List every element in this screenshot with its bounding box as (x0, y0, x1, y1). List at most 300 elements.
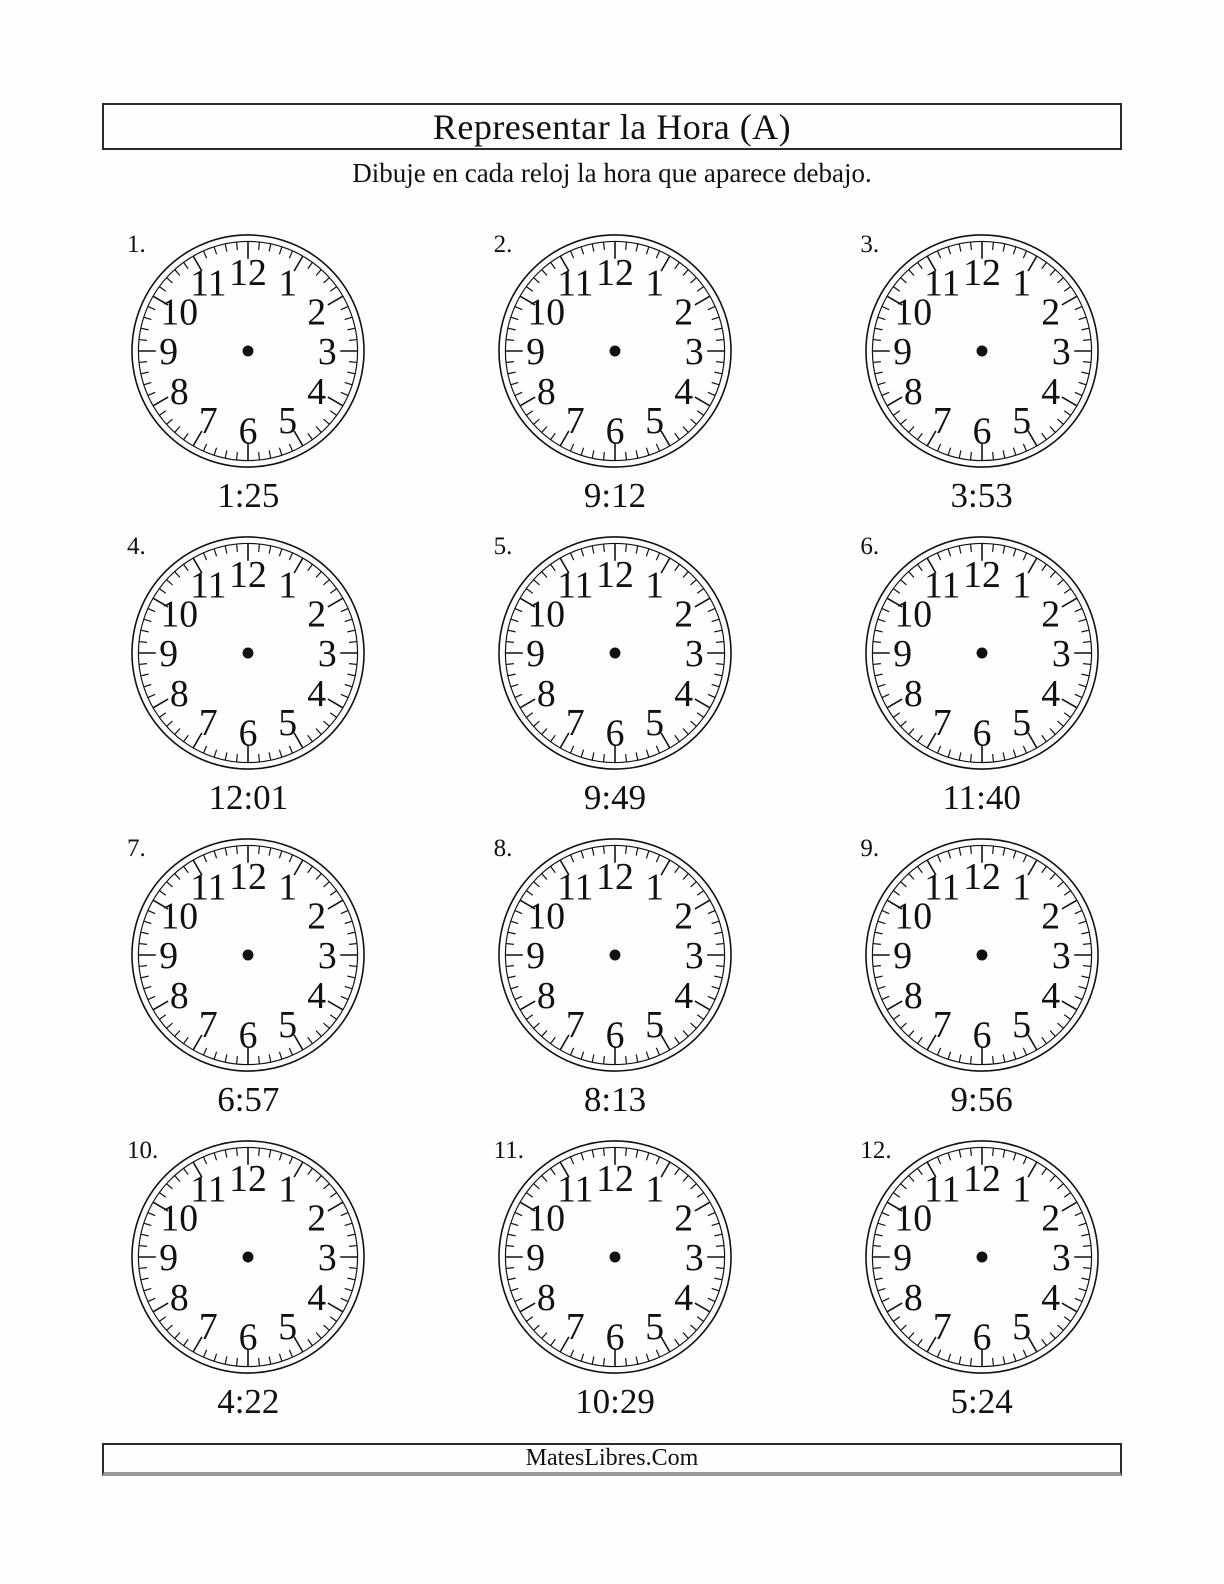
target-time-label: 9:49 (583, 778, 647, 817)
minute-tick (646, 750, 648, 758)
minute-tick (167, 882, 173, 887)
worksheet-title: Representar la Hora (A) (432, 106, 792, 147)
minute-tick (1050, 874, 1055, 880)
minute-tick (716, 362, 724, 363)
target-time-label: 8:13 (583, 1080, 647, 1119)
minute-tick (324, 882, 330, 887)
minute-tick (712, 1223, 720, 1225)
minute-tick (508, 1278, 516, 1280)
minute-tick (646, 1052, 648, 1060)
minute-tick (308, 1168, 313, 1174)
clock-numeral: 5 (645, 1003, 665, 1046)
clock-exercise (798, 222, 1165, 524)
minute-tick (1064, 1193, 1070, 1198)
minute-tick (139, 1246, 147, 1247)
instructions-text: Dibuje en cada reloj la hora que aparece debajo. (352, 158, 872, 188)
clock-numeral: 10 (160, 1197, 199, 1240)
minute-tick (697, 287, 703, 292)
minute-tick (917, 866, 922, 872)
minute-tick (1013, 549, 1015, 557)
minute-tick (141, 372, 149, 374)
footer-box (102, 1443, 1122, 1476)
minute-tick (508, 1234, 516, 1236)
clock-center-dot (243, 648, 254, 659)
minute-tick (716, 944, 724, 945)
minute-tick (1003, 450, 1005, 458)
five-minute-tick (328, 900, 343, 909)
minute-tick (269, 752, 271, 760)
clock-numeral: 8 (536, 1276, 556, 1319)
clock-numeral: 5 (278, 701, 298, 744)
clock-numeral: 11 (557, 564, 594, 607)
clock-numeral: 1 (1011, 1168, 1031, 1211)
clock-numeral: 8 (170, 1276, 190, 1319)
minute-tick (506, 966, 514, 967)
minute-tick (204, 855, 207, 862)
five-minute-tick (695, 397, 710, 406)
clock-numeral: 4 (307, 974, 327, 1017)
minute-tick (992, 754, 993, 762)
clock-numeral: 2 (1040, 291, 1060, 334)
minute-tick (316, 427, 321, 433)
exercise-number: 2. (493, 231, 513, 258)
minute-tick (908, 729, 913, 735)
clock-exercise (798, 826, 1165, 1128)
minute-tick (290, 1350, 293, 1357)
minute-tick (144, 1223, 152, 1225)
minute-tick (214, 851, 216, 859)
clock-numeral: 8 (536, 974, 556, 1017)
minute-tick (948, 448, 950, 456)
minute-tick (1013, 1153, 1015, 1161)
minute-tick (712, 1288, 720, 1290)
minute-tick (269, 450, 271, 458)
five-minute-tick (328, 296, 343, 305)
minute-tick (160, 713, 166, 718)
five-minute-tick (695, 296, 710, 305)
minute-tick (348, 328, 356, 330)
minute-tick (1081, 674, 1089, 676)
minute-tick (873, 340, 881, 341)
exercise-number: 8. (493, 835, 513, 862)
clock-numeral: 6 (972, 712, 992, 755)
minute-tick (592, 848, 594, 856)
clock-numeral: 9 (159, 633, 179, 676)
five-minute-tick (328, 397, 343, 406)
minute-tick (331, 411, 337, 416)
minute-tick (636, 546, 638, 554)
five-minute-tick (153, 1303, 168, 1312)
clock-numeral: 6 (605, 712, 625, 755)
minute-tick (948, 1052, 950, 1060)
clock-numeral: 5 (278, 1003, 298, 1046)
five-minute-tick (328, 598, 343, 607)
minute-tick (882, 996, 889, 999)
minute-tick (646, 1354, 648, 1362)
minute-tick (873, 944, 881, 945)
minute-tick (349, 1268, 357, 1269)
target-time-label: 1:25 (217, 476, 280, 515)
minute-tick (167, 278, 173, 283)
minute-tick (551, 1339, 556, 1345)
clock-numeral: 10 (894, 291, 932, 334)
minute-tick (308, 564, 313, 570)
minute-tick (708, 608, 715, 611)
minute-tick (148, 608, 155, 611)
clock-numeral: 3 (318, 1237, 338, 1280)
minute-tick (714, 1234, 722, 1236)
minute-tick (900, 580, 906, 585)
minute-tick (882, 392, 889, 395)
minute-tick (636, 1150, 638, 1158)
clock-numeral: 3 (684, 331, 704, 374)
minute-tick (992, 242, 993, 250)
clock-exercise (432, 222, 799, 524)
minute-tick (204, 553, 207, 560)
minute-tick (646, 247, 648, 255)
target-time-label: 10:29 (575, 1382, 655, 1421)
minute-tick (139, 340, 147, 341)
minute-tick (959, 244, 961, 252)
minute-tick (675, 564, 680, 570)
clock-numeral: 12 (962, 553, 1001, 596)
minute-tick (259, 1358, 260, 1366)
exercise-number: 9. (860, 835, 880, 862)
minute-tick (873, 362, 881, 363)
blank-clock-face (863, 1138, 1101, 1376)
minute-tick (290, 1157, 293, 1164)
minute-tick (290, 553, 293, 560)
minute-tick (141, 1278, 149, 1280)
minute-tick (959, 450, 961, 458)
clock-numeral: 1 (1011, 866, 1031, 909)
minute-tick (175, 874, 180, 880)
minute-tick (526, 411, 532, 416)
target-time-label: 4:22 (217, 1382, 280, 1421)
minute-tick (148, 392, 155, 395)
minute-tick (290, 444, 293, 451)
minute-tick (697, 1317, 703, 1322)
minute-tick (917, 262, 922, 268)
minute-tick (1083, 642, 1091, 643)
five-minute-tick (887, 1001, 902, 1010)
minute-tick (1064, 411, 1070, 416)
minute-tick (551, 735, 556, 741)
minute-tick (714, 630, 722, 632)
five-minute-tick (1062, 296, 1077, 305)
minute-tick (1013, 851, 1015, 859)
minute-tick (708, 1298, 715, 1301)
minute-tick (1083, 664, 1091, 665)
minute-tick (542, 1333, 547, 1339)
minute-tick (1023, 855, 1026, 862)
minute-tick (1083, 362, 1091, 363)
minute-tick (316, 572, 321, 578)
five-minute-tick (328, 699, 343, 708)
minute-tick (259, 754, 260, 762)
clock-numeral: 3 (1051, 331, 1071, 374)
clock-numeral: 9 (526, 331, 546, 374)
minute-tick (515, 392, 522, 395)
minute-tick (1050, 1031, 1055, 1037)
minute-tick (515, 1212, 522, 1215)
minute-tick (581, 1354, 583, 1362)
minute-tick (508, 976, 516, 978)
minute-tick (316, 1176, 321, 1182)
minute-tick (144, 619, 152, 621)
exercise-number: 4. (127, 533, 146, 560)
clock-numeral: 6 (972, 1316, 992, 1359)
clock-numeral: 8 (170, 370, 190, 413)
title-box (102, 103, 1122, 150)
minute-tick (144, 986, 152, 988)
clock-exercise (798, 524, 1165, 826)
minute-tick (259, 846, 260, 854)
clock-numeral: 12 (596, 1157, 634, 1200)
exercise-number: 12. (860, 1137, 892, 1164)
minute-tick (937, 1350, 940, 1357)
minute-tick (542, 572, 547, 578)
minute-tick (511, 317, 519, 319)
minute-tick (308, 262, 313, 268)
minute-tick (259, 452, 260, 460)
minute-tick (900, 882, 906, 887)
minute-tick (691, 721, 697, 726)
minute-tick (1003, 1150, 1005, 1158)
minute-tick (1083, 944, 1091, 945)
minute-tick (144, 921, 152, 923)
minute-tick (948, 247, 950, 255)
minute-tick (970, 544, 971, 552)
clock-numeral: 4 (307, 370, 327, 413)
minute-tick (716, 664, 724, 665)
minute-tick (345, 1288, 353, 1290)
clock-numeral: 7 (932, 1305, 952, 1348)
minute-tick (882, 1212, 889, 1215)
clock-center-dot (610, 346, 621, 357)
minute-tick (697, 713, 703, 718)
minute-tick (184, 1339, 189, 1345)
minute-tick (1075, 392, 1082, 395)
clock-numeral: 2 (1040, 895, 1060, 938)
minute-tick (551, 866, 556, 872)
minute-tick (508, 932, 516, 934)
minute-tick (141, 328, 149, 330)
minute-tick (141, 976, 149, 978)
clock-numeral: 12 (229, 251, 268, 294)
minute-tick (324, 1184, 330, 1189)
minute-tick (959, 1356, 961, 1364)
minute-tick (280, 549, 282, 557)
minute-tick (646, 448, 648, 456)
minute-tick (1041, 735, 1046, 741)
minute-tick (882, 694, 889, 697)
five-minute-tick (695, 598, 710, 607)
five-minute-tick (887, 1303, 902, 1312)
minute-tick (874, 976, 882, 978)
minute-tick (349, 362, 357, 363)
minute-tick (511, 684, 519, 686)
minute-tick (226, 244, 228, 252)
minute-tick (1057, 1184, 1063, 1189)
minute-tick (1075, 306, 1082, 309)
minute-tick (683, 874, 688, 880)
clock-numeral: 5 (1011, 399, 1031, 442)
minute-tick (1057, 721, 1063, 726)
clock-numeral: 3 (684, 633, 704, 676)
minute-tick (581, 1052, 583, 1060)
minute-tick (341, 392, 348, 395)
clock-numeral: 11 (923, 866, 961, 909)
minute-tick (515, 996, 522, 999)
minute-tick (917, 1037, 922, 1043)
minute-tick (712, 921, 720, 923)
minute-tick (1064, 1015, 1070, 1020)
minute-tick (691, 580, 697, 585)
minute-tick (184, 564, 189, 570)
clock-numeral: 10 (160, 895, 199, 938)
minute-tick (184, 1168, 189, 1174)
clock-grid (65, 222, 1165, 1430)
minute-tick (948, 1354, 950, 1362)
exercise-number: 7. (127, 835, 146, 862)
minute-tick (349, 944, 357, 945)
minute-tick (1078, 986, 1086, 988)
clock-exercise (798, 1128, 1165, 1430)
clock-numeral: 9 (159, 331, 179, 374)
minute-tick (1023, 746, 1026, 753)
minute-tick (175, 1176, 180, 1182)
minute-tick (1050, 427, 1055, 433)
minute-tick (214, 448, 216, 456)
minute-tick (184, 433, 189, 439)
minute-tick (341, 996, 348, 999)
minute-tick (331, 1015, 337, 1020)
clock-numeral: 9 (892, 331, 912, 374)
blank-clock-face (863, 534, 1101, 772)
clock-numeral: 4 (1040, 1276, 1060, 1319)
minute-tick (675, 1339, 680, 1345)
minute-tick (237, 544, 238, 552)
clock-numeral: 11 (190, 866, 227, 909)
minute-tick (1050, 270, 1055, 276)
minute-tick (1023, 251, 1026, 258)
minute-tick (226, 848, 228, 856)
five-minute-tick (695, 1001, 710, 1010)
minute-tick (683, 1031, 688, 1037)
minute-tick (259, 242, 260, 250)
minute-tick (506, 1246, 514, 1247)
minute-tick (280, 1354, 282, 1362)
clock-numeral: 11 (923, 262, 961, 305)
minute-tick (515, 306, 522, 309)
minute-tick (992, 1056, 993, 1064)
minute-tick (1003, 848, 1005, 856)
blank-clock-face (129, 836, 367, 1074)
minute-tick (280, 247, 282, 255)
clock-numeral: 8 (536, 672, 556, 715)
clock-center-dot (976, 648, 987, 659)
minute-tick (184, 735, 189, 741)
clock-numeral: 2 (1040, 593, 1060, 636)
clock-numeral: 10 (527, 1197, 566, 1240)
clock-numeral: 4 (674, 672, 694, 715)
minute-tick (1081, 630, 1089, 632)
clock-numeral: 11 (190, 564, 227, 607)
minute-tick (1081, 1234, 1089, 1236)
minute-tick (316, 1333, 321, 1339)
minute-tick (900, 419, 906, 424)
clock-numeral: 8 (903, 672, 923, 715)
minute-tick (882, 306, 889, 309)
minute-tick (511, 382, 519, 384)
minute-tick (534, 278, 540, 283)
minute-tick (959, 848, 961, 856)
clock-numeral: 2 (307, 291, 327, 334)
minute-tick (542, 270, 547, 276)
five-minute-tick (328, 1202, 343, 1211)
minute-tick (697, 1015, 703, 1020)
blank-clock-face (493, 533, 734, 772)
minute-tick (626, 1358, 627, 1366)
minute-tick (683, 427, 688, 433)
target-time-label: 12:01 (208, 778, 289, 817)
clock-exercise (65, 1128, 432, 1430)
clock-numeral: 1 (1011, 262, 1031, 305)
five-minute-tick (520, 397, 535, 406)
minute-tick (592, 1356, 594, 1364)
five-minute-tick (1062, 598, 1077, 607)
minute-tick (604, 846, 605, 854)
minute-tick (1064, 287, 1070, 292)
minute-tick (948, 1153, 950, 1161)
minute-tick (937, 1048, 940, 1055)
minute-tick (626, 846, 627, 854)
clock-numeral: 1 (1011, 564, 1031, 607)
target-time-label: 6:57 (217, 1080, 280, 1119)
minute-tick (1078, 921, 1086, 923)
minute-tick (204, 1350, 207, 1357)
minute-tick (1003, 1356, 1005, 1364)
target-time-label: 11:40 (942, 778, 1021, 817)
clock-center-dot (610, 950, 621, 961)
minute-tick (917, 735, 922, 741)
minute-tick (1023, 444, 1026, 451)
minute-tick (908, 874, 913, 880)
minute-tick (604, 754, 605, 762)
minute-tick (534, 419, 540, 424)
minute-tick (1064, 1317, 1070, 1322)
minute-tick (675, 1168, 680, 1174)
minute-tick (1003, 546, 1005, 554)
minute-tick (874, 372, 882, 374)
clock-numeral: 3 (684, 1237, 704, 1280)
five-minute-tick (695, 900, 710, 909)
minute-tick (542, 729, 547, 735)
minute-tick (214, 1052, 216, 1060)
clock-numeral: 3 (318, 935, 338, 978)
minute-tick (542, 1031, 547, 1037)
minute-tick (893, 411, 899, 416)
minute-tick (534, 882, 540, 887)
minute-tick (873, 664, 881, 665)
minute-tick (882, 608, 889, 611)
minute-tick (184, 866, 189, 872)
minute-tick (570, 251, 573, 258)
minute-tick (341, 608, 348, 611)
five-minute-tick (328, 1001, 343, 1010)
minute-tick (542, 874, 547, 880)
